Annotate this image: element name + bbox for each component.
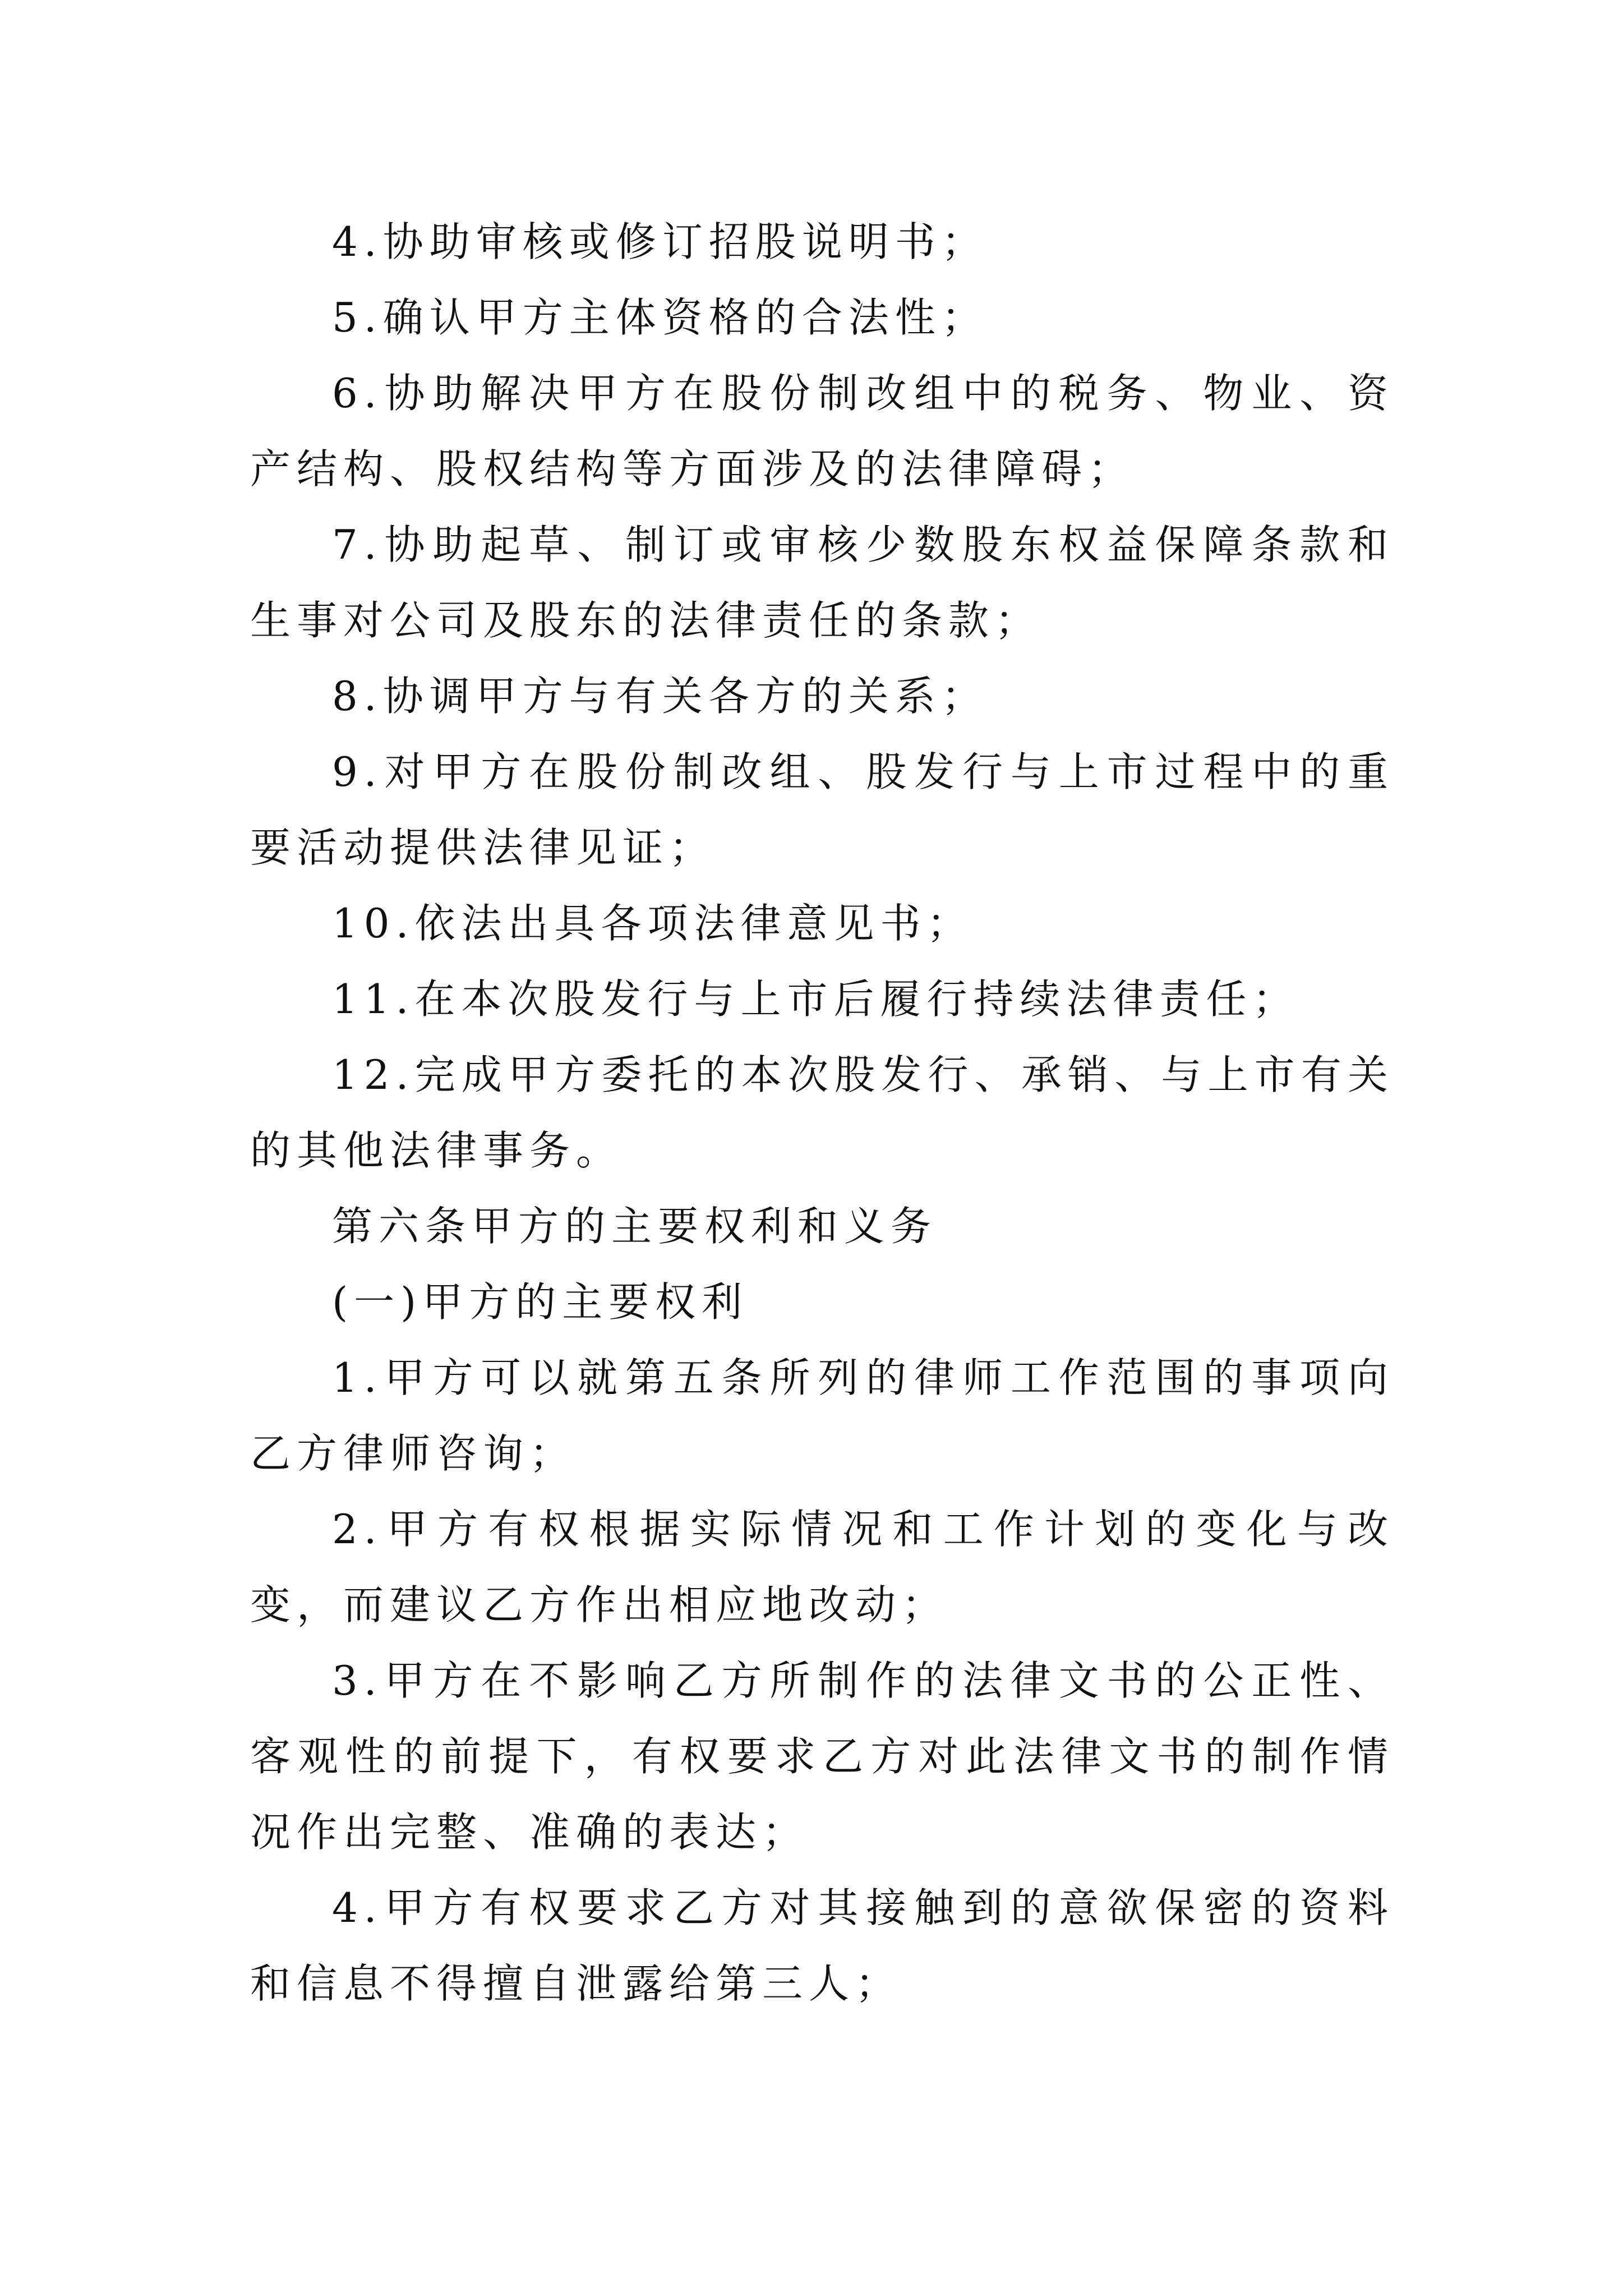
paragraph-item-4-review-prospectus: 4.协助审核或修订招股说明书； xyxy=(332,218,988,265)
paragraph-item-10-legal-opinions: 10.依法出具各项法律意见书； xyxy=(332,900,974,947)
paragraph-item-11-continuing-duty: 11.在本次股发行与上市后履行持续法律责任； xyxy=(332,976,1299,1023)
paragraph-item-5-confirm-legality: 5.确认甲方主体资格的合法性； xyxy=(332,294,988,341)
subsection-heading-rights: (一)甲方的主要权利 xyxy=(332,1278,749,1326)
paragraph-right-3-request-expression: 3.甲方在不影响乙方所制作的法律文书的公正性、客观性的前提下，有权要求乙方对此法律文书的制作情况作出完整、准确的表达； xyxy=(250,1657,1394,1856)
paragraph-item-7-draft-protection-clauses: 7.协助起草、制订或审核少数股东权益保障条款和生事对公司及股东的法律责任的条款； xyxy=(250,521,1394,644)
paragraph-right-1-consult: 1.甲方可以就第五条所列的律师工作范围的事项向乙方律师咨询； xyxy=(250,1354,1394,1477)
paragraph-item-12-other-affairs: 12.完成甲方委托的本次股发行、承销、与上市有关的其他法律事务。 xyxy=(250,1051,1394,1174)
paragraph-item-9-legal-witness: 9.对甲方在股份制改组、股发行与上市过程中的重要活动提供法律见证； xyxy=(250,748,1394,871)
section-heading-article-6: 第六条甲方的主要权利和义务 xyxy=(332,1203,938,1250)
paragraph-right-2-suggest-changes: 2.甲方有权根据实际情况和工作计划的变化与改变，而建议乙方作出相应地改动； xyxy=(250,1506,1394,1628)
document-body xyxy=(250,204,1394,2022)
paragraph-item-8-coordinate-relations: 8.协调甲方与有关各方的关系； xyxy=(332,673,988,720)
paragraph-right-4-confidentiality: 4.甲方有权要求乙方对其接触到的意欲保密的资料和信息不得擅自泄露给第三人； xyxy=(250,1884,1394,2007)
paragraph-item-6-resolve-obstacles: 6.协助解决甲方在股份制改组中的税务、物业、资产结构、股权结构等方面涉及的法律障碍； xyxy=(250,370,1394,493)
